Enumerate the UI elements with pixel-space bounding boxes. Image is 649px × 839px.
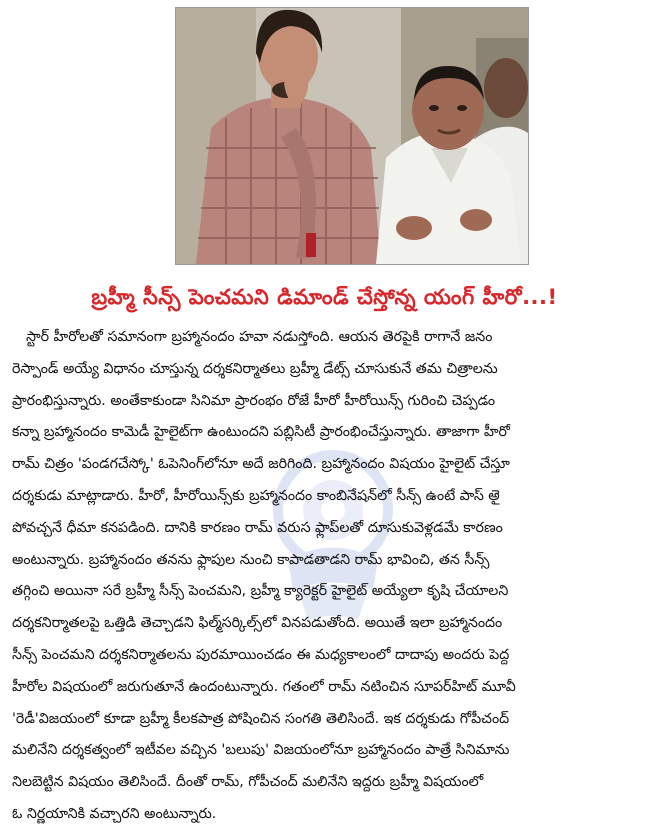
article-line: దర్శకనిర్మాతలపై ఒత్తిడి తెచ్చాడని ఫిల్మ్‌సర్కిల్స్‌లో వినపడుతోంది. అయితే ఇలా బ్రహ్మానందం	[12, 615, 503, 632]
article-line: 'రెడీ'విజయంలో కూడా బ్రహ్మీ కీలకపాత్ర పోషించిన సంగతి తెలిసిందే. ఇక దర్శకుడు గోపీచంద్	[12, 710, 510, 727]
article-line: నిలబెట్టిన విషయం తెలిసిందే. దీంతో రామ్, గోపీచంద్ మలినేని ఇద్దరు బ్రహ్మీ విషయంలో	[12, 774, 484, 791]
article-headline: బ్రహ్మీ సీన్స్ పెంచమని డిమాండ్ చేస్తోన్న యంగ్ హీరో...!	[91, 285, 558, 309]
article-body	[12, 322, 636, 831]
article-line: అంటున్నారు. బ్రహ్మానందం తనను ఫ్లాపుల నుంచి కాపాడతాడని రామ్ భావించి, తన సీన్స్	[12, 551, 490, 568]
article-line: తగ్గించి అయినా సరే బ్రహ్మీ సీన్స్ పెంచమని, బ్రహ్మీ క్యారెక్టర్ హైలైట్ అయ్యేలా కృషి చేయాలని	[12, 583, 509, 600]
movie-still-photo	[175, 7, 529, 265]
article-line: రామ్ చిత్రం 'పండగచేస్కో' ఓపెనింగ్‌లోనూ అదే జరిగింది. బ్రహ్మానందం విషయం హైలైట్ చేస్తూ	[12, 456, 510, 473]
article-line: పోవచ్చనే ధీమా కనపడింది. దానికి కారణం రామ్ వరుస ఫ్లాప్‌లతో దూసుకువెళ్లడమే కారణం	[12, 519, 503, 536]
article-line: కన్నా బ్రహ్మానందం కామెడీ హైలైట్‌గా ఉంటుందని పబ్లిసిటీ ప్రారంభించేస్తున్నారు. తాజాగా హీరో	[12, 424, 510, 441]
article-line: ప్రారంభిస్తున్నారు. అంతేకాకుండా సినిమా ప్రారంభం రోజే హీరో హీరోయిన్స్ గురించి చెప్పడం	[12, 392, 496, 409]
article-line: స్టార్ హీరోలతో సమానంగా బ్రహ్మానందం హవా నడుస్తోంది. ఆయన తెరపైకి రాగానే జనం	[26, 329, 493, 345]
article-line: రెస్పాండ్ అయ్యే విధానం చూస్తున్న దర్శకనిర్మాతలు బ్రహ్మీ డేట్స్ చూసుకునే తమ చిత్రాలను	[12, 360, 498, 377]
movie-still-illustration	[176, 8, 528, 264]
article-line: మలినేని దర్శకత్వంలో ఇటీవల వచ్చిన 'బలుపు' విజయంలోనూ బ్రహ్మానందం పాత్రే సినిమాను	[12, 742, 510, 759]
article-line: సీన్స్ పెంచమని దర్శకనిర్మాతలను పురమాయించడం ఈ మధ్యకాలంలో దాదాపు అందరు పెద్ద	[12, 646, 510, 663]
article-line: హీరోల విషయంలో జరుగుతూనే ఉందంటున్నారు. గతంలో రామ్ నటించిన సూపర్‌హిట్ మూవీ	[12, 678, 516, 695]
article-line: దర్శకుడు మాట్లాడారు. హీరో, హీరోయిన్స్‌కు బ్రహ్మానందం కాంబినేషన్‌లో సీన్స్ ఉంటే పాస్ అై	[12, 487, 500, 504]
article-line: ఓ నిర్ణయానికి వచ్చారని అంటున్నారు.	[12, 805, 217, 822]
